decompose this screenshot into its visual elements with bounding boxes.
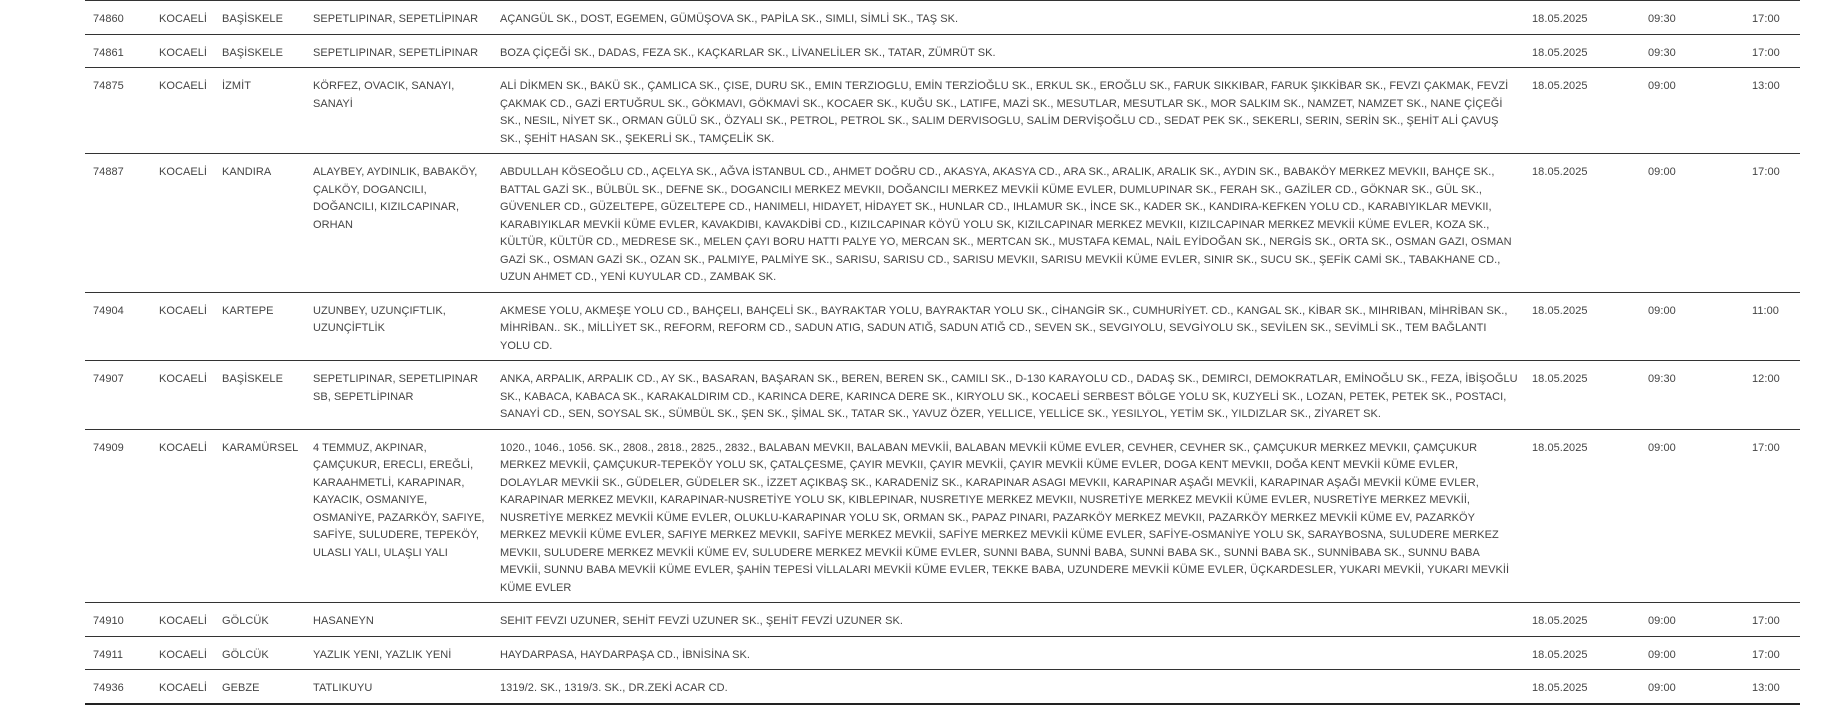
date-cell: 18.05.2025 <box>1532 46 1588 59</box>
neighborhoods-cell: KÖRFEZ, OVACIK, SANAYI, SANAYİ <box>313 80 455 110</box>
neighborhoods-cell: UZUNBEY, UZUNÇIFTLIK, UZUNÇİFTLİK <box>313 304 446 334</box>
outage-id-cell: 74936 <box>93 682 124 694</box>
date-cell: 18.05.2025 <box>1532 682 1588 694</box>
table-row <box>85 154 1800 293</box>
end-time-cell: 13:00 <box>1752 682 1780 694</box>
province-cell: KOCAELİ <box>159 304 208 317</box>
date-cell: 18.05.2025 <box>1532 304 1588 317</box>
streets-cell: AKMESE YOLU, AKMEŞE YOLU CD., BAHÇELI, BAHÇELİ SK., BAYRAKTAR YOLU, BAYRAKTAR YOLU SK., CİHANGİR SK., CUMHURİYET. CD., KANGAL SK., KİBAR SK., MIHRIBAN, MİHRİBAN SK., MİHRİBAN.. SK., MİLLİYET SK., REFORM, REFORM CD., SADUN ATIG, SADUN ATIĞ, SADUN ATIĞ CD., SEVEN SK., SEVGIYOLU, SEVGİYOLU SK., SEVİLEN SK., SEVİMLİ SK., TEM BAĞLANTI YOLU CD. <box>500 304 1508 352</box>
outage-id-cell: 74910 <box>93 615 124 627</box>
table-row <box>85 636 1800 670</box>
neighborhoods-cell: YAZLIK YENI, YAZLIK YENİ <box>313 648 452 661</box>
streets-cell: AÇANGÜL SK., DOST, EGEMEN, GÜMÜŞOVA SK., PAPİLA SK., SIMLI, SİMLİ SK., TAŞ SK. <box>500 13 959 25</box>
end-time-cell: 17:00 <box>1752 13 1780 25</box>
outage-table-container <box>85 0 1800 705</box>
streets-cell: SEHIT FEVZI UZUNER, SEHİT FEVZİ UZUNER SK., ŞEHİT FEVZİ UZUNER SK. <box>500 615 904 627</box>
start-time-cell: 09:00 <box>1648 441 1676 454</box>
outage-id-cell: 74909 <box>93 441 124 454</box>
neighborhoods-cell: SEPETLIPINAR, SEPETLİPINAR <box>313 46 479 59</box>
table-row <box>85 670 1800 704</box>
province-cell: KOCAELİ <box>159 13 208 25</box>
date-cell: 18.05.2025 <box>1532 615 1588 627</box>
date-cell: 18.05.2025 <box>1532 441 1588 454</box>
table-row <box>85 1 1800 35</box>
date-cell: 18.05.2025 <box>1532 80 1588 92</box>
end-time-cell: 17:00 <box>1752 46 1780 59</box>
end-time-cell: 17:00 <box>1752 441 1780 454</box>
streets-cell: ABDULLAH KÖSEOĞLU CD., AÇELYA SK., AĞVA İSTANBUL CD., AHMET DOĞRU CD., AKASYA, AKASYA CD., ARA SK., ARALIK, ARALIK SK., AYDIN SK., BABAKÖY MERKEZ MEVKII, BAHÇE SK., BATTAL GAZİ SK., BÜLBÜL SK., DEFNE SK., DOGANCILI MERKEZ MEVKII, DOĞANCILI MERKEZ MEVKİİ KÜME EVLER, DUMLUPINAR SK., FERAH SK., GAZİLER CD., GÖKNAR SK., GÜL SK., GÜVENLER CD., GÜZELTEPE, GÜZELTEPE CD., HANIMELI, HIDAYET, HİDAYET SK., HUNLAR CD., IHLAMUR SK., İNCE SK., KADER SK., KANDIRA-KEFKEN YOLU CD., KARABIYIKLAR MEVKII, KARABIYIKLAR MEVKİİ KÜME EVLER, KAVAKDIBI, KAVAKDİBİ CD., KIZILCAPINAR KÖYÜ YOLU SK, KIZILCAPINAR MERKEZ MEVKII, KIZILCAPINAR MERKEZ MEVKİİ KÜME EVLER, KOZA SK., KÜLTÜR, KÜLTÜR CD., MEDRESE SK., MELEN ÇAYI BORU HATTI PALYE YO, MERCAN SK., MERTCAN SK., MUSTAFA KEMAL, NAİL EYİDOĞAN SK., NERGİS SK., ORTA SK., OSMAN GAZI, OSMAN GAZİ SK., OSMAN GAZİ SK., OZAN SK., PALMIYE, PALMİYE SK., SARISU, SARISU CD., SARISU MEVKII, SARISU MEVKİİ KÜME EVLER, SINIR SK., SUCU SK., ŞEFİK CAMİ SK., TABAKHANE CD., UZUN AHMET CD., YENİ KUYULAR CD., ZAMBAK SK. <box>500 166 1512 283</box>
streets-cell: BOZA ÇİÇEĞİ SK., DADAS, FEZA SK., KAÇKARLAR SK., LİVANELİLER SK., TATAR, ZÜMRÜT SK. <box>500 46 996 59</box>
streets-cell: 1020., 1046., 1056. SK., 2808., 2818., 2825., 2832., BALABAN MEVKII, BALABAN MEVKİİ, BALABAN MEVKİİ KÜME EVLER, CEVHER, CEVHER SK., ÇAMÇUKUR MERKEZ MEVKII, ÇAMÇUKUR MERKEZ MEVKİİ, ÇAMÇUKUR-TEPEKÖY YOLU SK, ÇATALÇESME, ÇAYIR MEVKII, ÇAYIR MEVKİİ, ÇAYIR MEVKİİ KÜME EVLER, DOGA KENT MEVKII, DOĞA KENT MEVKİİ KÜME EVLER, DOLAYLAR MEVKİİ SK., GÜDELER, GÜDELER SK., İZZET AÇIKBAŞ SK., KARADENİZ SK., KARAPINAR ASAGI MEVKII, KARAPINAR AŞAĞI MEVKİİ, KARAPINAR AŞAĞI MEVKİİ KÜME EVLER, KARAPINAR MERKEZ MEVKII, KARAPINAR-NUSRETİYE YOLU SK, KIBLEPINAR, NUSRETIYE MERKEZ MEVKII, NUSRETİYE MERKEZ MEVKİİ KÜME EVLER, NUSRETİYE MERKEZ MEVKİİ, NUSRETİYE MERKEZ MEVKİİ KÜME EVLER, OLUKLU-KARAPINAR YOLU SK, ORMAN SK., PAPAZ PINARI, PAZARKÖY MERKEZ MEVKII, PAZARKÖY MERKEZ MEVKİİ KÜME EV, PAZARKÖY MERKEZ MEVKİİ KÜME EVLER, SAFIYE MERKEZ MEVKII, SAFİYE MERKEZ MEVKİİ, SAFİYE MERKEZ MEVKİİ KÜME EVLER, SAFİYE-OSMANİYE YOLU SK, SARAYBOSNA, SULUDERE MERKEZ MEVKII, SULUDERE MERKEZ MEVKİİ KÜME EV, SULUDERE MERKEZ MEVKİİ KÜME EVLER, SUNNI BABA, SUNNİ BABA, SUNNİ BABA SK., SUNNİ BABA SK., SUNNİBABA SK., SUNNU BABA MEVKİİ, SUNNU BABA MEVKİİ KÜME EVLER, ŞAHİN TEPESİ VİLLALARI MEVKİİ KÜME EVLER, TEKKE BABA, UZUNDERE MEVKİİ KÜME EVLER, ÜÇKARDESLER, YUKARI MEVKİİ, YUKARI MEVKİİ KÜME EVLER <box>500 441 1510 594</box>
date-cell: 18.05.2025 <box>1532 373 1588 385</box>
outage-table-body <box>85 1 1800 704</box>
neighborhoods-cell: 4 TEMMUZ, AKPINAR, ÇAMÇUKUR, ERECLI, EREĞLİ, KARAAHMETLİ, KARAPINAR, KAYACIK, OSMANIYE, OSMANİYE, PAZARKÖY, SAFIYE, SAFİYE, SULUDERE, TEPEKÖY, ULASLI YALI, ULAŞLI YALI <box>313 441 485 559</box>
district-cell: GEBZE <box>222 682 260 694</box>
table-row <box>85 361 1800 430</box>
start-time-cell: 09:00 <box>1648 615 1676 627</box>
table-row <box>85 429 1800 603</box>
outage-table <box>85 0 1800 705</box>
neighborhoods-cell: SEPETLIPINAR, SEPETLIPINAR SB, SEPETLİPINAR <box>313 373 479 403</box>
outage-id-cell: 74911 <box>93 648 124 661</box>
province-cell: KOCAELİ <box>159 166 208 178</box>
district-cell: BAŞİSKELE <box>222 373 283 385</box>
district-cell: İZMİT <box>222 80 251 92</box>
table-row <box>85 603 1800 637</box>
neighborhoods-cell: TATLIKUYU <box>313 682 373 694</box>
outage-id-cell: 74904 <box>93 304 124 317</box>
province-cell: KOCAELİ <box>159 615 208 627</box>
neighborhoods-cell: SEPETLIPINAR, SEPETLİPINAR <box>313 13 479 25</box>
start-time-cell: 09:30 <box>1648 373 1676 385</box>
district-cell: KARTEPE <box>222 304 274 317</box>
start-time-cell: 09:30 <box>1648 13 1676 25</box>
streets-cell: ANKA, ARPALIK, ARPALIK CD., AY SK., BASARAN, BAŞARAN SK., BEREN, BEREN SK., CAMILI SK., D-130 KARAYOLU CD., DADAŞ SK., DEMIRCI, DEMOKRATLAR, EMİNOĞLU SK., FEZA, İBİŞOĞLU SK., KABACA, KABACA SK., KARAKALDIRIM CD., KARINCA DERE, KARINCA DERE SK., KIRYOLU SK., KOCAELİ SERBEST BÖLGE YOLU SK, KUZYELİ SK., LOZAN, PETEK, PETEK SK., POSTACI, SANAYİ CD., SEN, SOYSAL SK., SÜMBÜL SK., ŞEN SK., ŞİMAL SK., TATAR SK., YAVUZ ÖZER, YELLICE, YELLİCE SK., YESILYOL, YETİM SK., YILDIZLAR SK., ZİYARET SK. <box>500 373 1518 420</box>
neighborhoods-cell: ALAYBEY, AYDINLIK, BABAKÖY, ÇALKÖY, DOGANCILI, DOĞANCILI, KIZILCAPINAR, ORHAN <box>313 166 478 231</box>
district-cell: KANDIRA <box>222 166 272 178</box>
district-cell: GÖLCÜK <box>222 648 269 661</box>
district-cell: BAŞİSKELE <box>222 46 283 59</box>
neighborhoods-cell: HASANEYN <box>313 615 374 627</box>
start-time-cell: 09:00 <box>1648 304 1676 317</box>
end-time-cell: 13:00 <box>1752 80 1780 92</box>
outage-id-cell: 74860 <box>93 13 124 25</box>
district-cell: KARAMÜRSEL <box>222 441 299 454</box>
end-time-cell: 17:00 <box>1752 648 1780 661</box>
date-cell: 18.05.2025 <box>1532 13 1588 25</box>
province-cell: KOCAELİ <box>159 648 208 661</box>
outage-id-cell: 74887 <box>93 166 124 178</box>
province-cell: KOCAELİ <box>159 373 208 385</box>
start-time-cell: 09:00 <box>1648 166 1676 178</box>
streets-cell: HAYDARPASA, HAYDARPAŞA CD., İBNİSİNA SK. <box>500 648 750 661</box>
table-row <box>85 34 1800 68</box>
table-row <box>85 292 1800 361</box>
start-time-cell: 09:00 <box>1648 648 1676 661</box>
district-cell: GÖLCÜK <box>222 615 269 627</box>
date-cell: 18.05.2025 <box>1532 166 1588 178</box>
date-cell: 18.05.2025 <box>1532 648 1588 661</box>
end-time-cell: 12:00 <box>1752 373 1780 385</box>
start-time-cell: 09:00 <box>1648 682 1676 694</box>
start-time-cell: 09:30 <box>1648 46 1676 59</box>
outage-id-cell: 74907 <box>93 373 124 385</box>
province-cell: KOCAELİ <box>159 682 208 694</box>
start-time-cell: 09:00 <box>1648 80 1676 92</box>
streets-cell: ALİ DİKMEN SK., BAKÜ SK., ÇAMLICA SK., ÇISE, DURU SK., EMIN TERZIOGLU, EMİN TERZİOĞLU SK., ERKUL SK., EROĞLU SK., FARUK SIKKIBAR, FARUK ŞIKKİBAR SK., FEVZI ÇAKMAK, FEVZİ ÇAKMAK CD., GAZİ ERTUĞRUL SK., GÖKMAVI, GÖKMAVİ SK., KOCAER SK., KUĞU SK., LATIFE, MAZİ SK., MESUTLAR, MESUTLAR SK., MOR SALKIM SK., NAMZET, NAMZET SK., NANE ÇİÇEĞİ SK., NESIL, NİYET SK., ORMAN GÜLÜ SK., ÖZYALI SK., PETROL, PETROL SK., SALIM DERVISOGLU, SALİM DERVİŞOĞLU CD., SEDAT PEK SK., SEKERLI, SERIN, SERİN SK., ŞEHİT ALİ ÇAVUŞ SK., ŞEHİT HASAN SK., ŞEKERLİ SK., TAMÇELİK SK. <box>500 80 1509 145</box>
outage-id-cell: 74861 <box>93 46 124 59</box>
table-row <box>85 68 1800 154</box>
end-time-cell: 17:00 <box>1752 615 1780 627</box>
outage-id-cell: 74875 <box>93 80 124 92</box>
province-cell: KOCAELİ <box>159 441 208 454</box>
province-cell: KOCAELİ <box>159 80 208 92</box>
streets-cell: 1319/2. SK., 1319/3. SK., DR.ZEKİ ACAR CD. <box>500 682 728 694</box>
district-cell: BAŞİSKELE <box>222 13 283 25</box>
province-cell: KOCAELİ <box>159 46 208 59</box>
end-time-cell: 17:00 <box>1752 166 1780 178</box>
end-time-cell: 11:00 <box>1752 304 1779 317</box>
